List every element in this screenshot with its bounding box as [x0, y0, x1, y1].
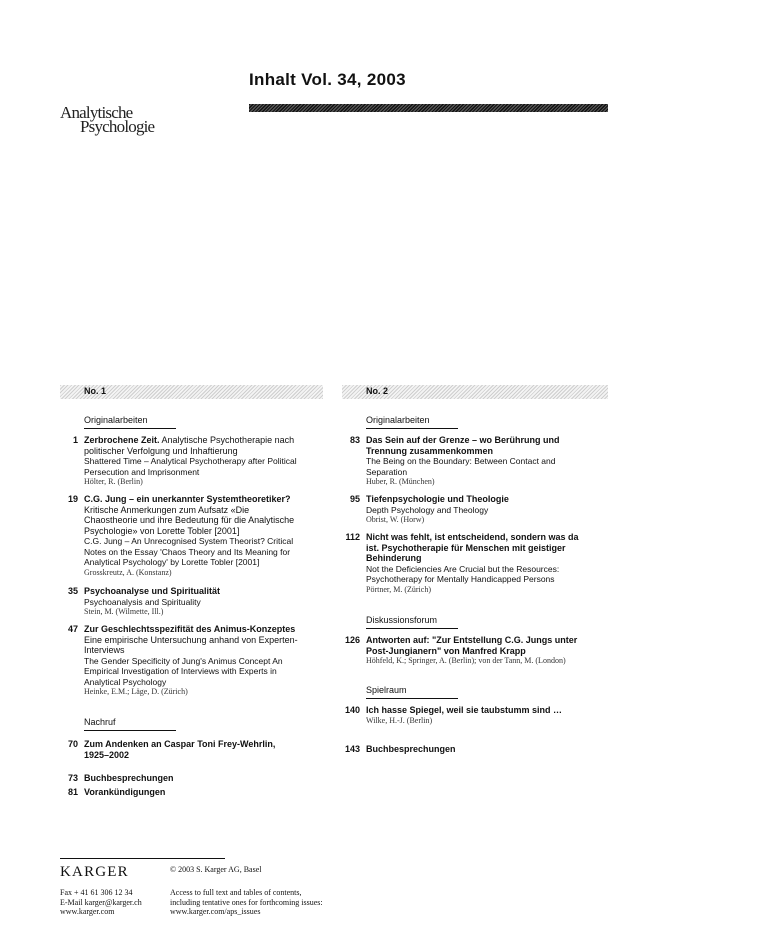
title-rule [249, 104, 608, 112]
publisher-logo: KARGER [60, 864, 129, 880]
logo-line-1: Analytische [60, 103, 133, 122]
page-number: 126 [344, 635, 360, 645]
entry-authors: Stein, M. (Wilmette, Ill.) [84, 607, 164, 616]
entry-title: Psychoanalyse und Spiritualität [84, 586, 221, 596]
page-number: 1 [72, 435, 78, 445]
access-text-2: including tentative ones for forthcoming issues: [170, 897, 323, 907]
section-heading: Spielraum [366, 685, 458, 699]
entry-authors: Wilke, H.-J. (Berlin) [366, 715, 433, 725]
copyright-notice: © 2003 S. Karger AG, Basel [170, 865, 262, 874]
toc-entry[interactable] [342, 705, 582, 726]
entry-subtitle: Kritische Anmerkungen zum Aufsatz «Die Chaostheorie und ihre Bedeutung für die Analytische Psychologie» von Lorette Tobler [2001] [84, 504, 295, 536]
entry-title: Das Sein auf der Grenze – wo Berührung und Trennung zusammenkommen [366, 435, 560, 456]
issue-label-1: No. 1 [84, 386, 107, 396]
website-link[interactable]: www.karger.com [60, 907, 115, 916]
toc-entry[interactable] [60, 739, 300, 760]
page-number: 95 [349, 494, 360, 504]
entry-english-title: Depth Psychology and Theology [366, 504, 489, 515]
journal-logo [60, 103, 155, 136]
entry-title: Zur Geschlechtsspezifität des Animus-Konzeptes [84, 624, 296, 634]
entry-title: Buchbesprechungen [366, 744, 456, 754]
entry-authors: Heinke, E.M.; Läge, D. (Zürich) [84, 687, 188, 696]
page-number: 83 [349, 435, 360, 445]
toc-entry[interactable] [60, 586, 300, 617]
issue-band-1 [60, 385, 323, 399]
fax-number: Fax + 41 61 306 12 34 [60, 888, 133, 897]
page-number: 112 [345, 532, 360, 542]
entry-english-title: C.G. Jung – An Unrecognised System Theorist? Critical Notes on the Essay 'Chaos Theory and Its Meaning for Analytical Psychology' by Lorette Tobler [2001] [84, 536, 294, 567]
page-number: 140 [344, 705, 360, 715]
page-number: 73 [67, 773, 78, 783]
page-number: 19 [67, 494, 78, 504]
entry-authors: Höhfeld, K.; Springer, A. (Berlin); von der Tann, M. (London) [366, 656, 566, 665]
entry-authors: Pörtner, M. (Zürich) [366, 584, 431, 594]
access-link[interactable]: www.karger.com/aps_issues [170, 907, 261, 916]
toc-entry[interactable] [60, 435, 300, 487]
toc-entry[interactable] [60, 494, 300, 578]
publisher-contact [60, 888, 142, 917]
toc-entry[interactable] [342, 435, 582, 487]
section-heading: Originalarbeiten [84, 415, 176, 429]
entry-title: C.G. Jung – ein unerkannter Systemtheoretiker? [84, 494, 291, 504]
entry-title: Nicht was fehlt, ist entscheidend, sondern was da ist. Psychotherapie für Menschen mit geistiger Behinderung [366, 532, 579, 563]
entry-title: Buchbesprechungen [84, 773, 174, 783]
entry-title: Zerbrochene Zeit. [84, 435, 160, 445]
entry-authors: Hölter, R. (Berlin) [84, 477, 143, 486]
section-heading: Nachruf [84, 717, 176, 731]
entry-title: Antworten auf: "Zur Entstellung C.G. Jungs unter Post-Jungianern" von Manfred Krapp [366, 635, 578, 656]
page-number: 70 [67, 739, 78, 749]
entry-english-title: The Gender Specificity of Jung's Animus Concept An Empirical Investigation of Interviews with Experts in Analytical Psychology [84, 655, 283, 687]
toc-entry[interactable] [60, 624, 300, 697]
toc-entry[interactable] [60, 787, 300, 798]
entry-english-title: The Being on the Boundary: Between Contact and Separation [366, 456, 556, 477]
entry-title: Zum Andenken an Caspar Toni Frey-Wehrlin, 1925–2002 [84, 739, 276, 760]
access-info [170, 888, 323, 917]
issue-band-2 [342, 385, 608, 399]
entry-title-rest: Analytische Psychotherapie nach politischer Verfolgung und Inhaftierung [84, 435, 295, 456]
toc-entry[interactable] [342, 635, 582, 666]
logo-line-2: Psychologie [80, 117, 155, 136]
page-number: 81 [67, 787, 78, 797]
entry-title: Vorankündigungen [84, 787, 166, 797]
section-heading: Diskussionsforum [366, 615, 458, 629]
page-number: 35 [67, 586, 78, 596]
entry-subtitle: Eine empirische Untersuchung anhand von Experten-Interviews [84, 634, 298, 655]
toc-entry[interactable] [342, 744, 582, 755]
entry-english-title: Psychoanalysis and Spirituality [84, 596, 201, 607]
issue-label-2: No. 2 [366, 386, 389, 396]
footer-rule [60, 858, 225, 859]
email-link[interactable]: E-Mail karger@karger.ch [60, 897, 142, 907]
section-heading: Originalarbeiten [366, 415, 458, 429]
page-number: 143 [344, 744, 360, 754]
entry-english-title: Shattered Time – Analytical Psychotherapy after Political Persecution and Imprisonment [84, 456, 297, 477]
entry-authors: Obrist, W. (Horw) [366, 515, 425, 524]
toc-entry[interactable] [60, 773, 300, 784]
page-title: Inhalt Vol. 34, 2003 [249, 70, 406, 89]
toc-entry[interactable] [342, 494, 582, 525]
access-text-1: Access to full text and tables of contents, [170, 888, 302, 897]
entry-title: Tiefenpsychologie und Theologie [366, 494, 509, 504]
entry-authors: Grosskreutz, A. (Konstanz) [84, 567, 172, 577]
toc-entry[interactable] [342, 532, 582, 595]
entry-title: Ich hasse Spiegel, weil sie taubstumm sind … [366, 705, 563, 715]
entry-authors: Huber, R. (München) [366, 477, 435, 486]
entry-english-title: Not the Deficiencies Are Crucial but the Resources: Psychotherapy for Mentally Handicapped Persons [366, 563, 560, 584]
page-number: 47 [67, 624, 78, 634]
